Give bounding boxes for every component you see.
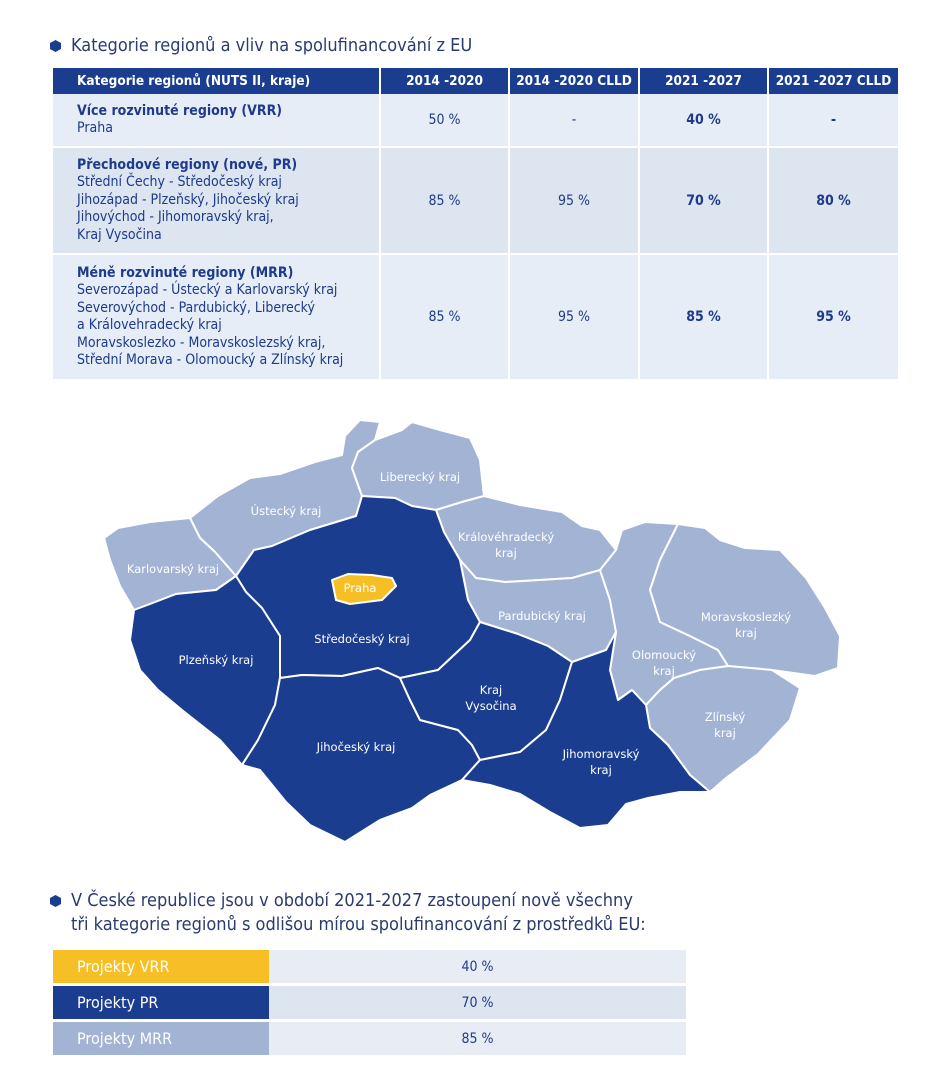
region-line: Střední Čechy - Středočeský kraj: [77, 174, 282, 191]
region-cell-mrr: [53, 254, 380, 380]
header-2021-2027: 2021 -2027: [639, 68, 768, 94]
map-label-praha: Praha: [343, 581, 377, 595]
value-cell: 95 %: [509, 147, 639, 254]
region-line: Severovýchod - Pardubický, Liberecký: [77, 299, 315, 316]
header-region-category: Kategorie regionů (NUTS II, kraje): [53, 68, 380, 94]
region-categories-table: [53, 68, 898, 381]
table-row: [53, 985, 686, 1021]
map-label-jihocesky: Jihočeský kraj: [316, 740, 396, 754]
map-label-moravskoslezsky: Moravskoslezký: [700, 610, 792, 624]
value-cell: 85 %: [639, 254, 768, 380]
region-line: Kraj Vysočina: [77, 226, 162, 243]
value-cell: 95 %: [509, 254, 639, 380]
region-line: Moravskoslezko - Moravskoslezský kraj,: [77, 334, 326, 351]
heading-line-2: tři kategorie regionů s odlišou mírou spolufinancování z prostředků EU:: [71, 914, 646, 935]
project-value-mrr: 85 %: [269, 1021, 686, 1057]
map-label-olomoucky: Olomoucký: [631, 648, 697, 662]
section-heading-text: [71, 889, 646, 937]
map-label-vysocina: Vysočina: [465, 699, 517, 713]
region-line: Praha: [77, 120, 113, 136]
map-label-zlinsky: kraj: [714, 726, 736, 740]
project-rates-table: [53, 950, 686, 1058]
map-label-kralovehradecky: Královéhradecký: [457, 530, 555, 544]
map-label-ustecky: Ústecký kraj: [250, 504, 322, 518]
map-label-jihomoravsky: kraj: [590, 763, 612, 777]
table-header-row: [53, 68, 898, 94]
value-cell: 70 %: [639, 147, 768, 254]
map-label-karlovarsky: Karlovarský kraj: [126, 562, 220, 576]
region-line: Severozápad - Ústecký a Karlovarský kraj: [77, 282, 338, 298]
region-plzensky: [130, 576, 280, 765]
section-heading-2021-2027: [50, 889, 750, 937]
header-2021-2027-clld: 2021 -2027 CLLD: [768, 68, 898, 94]
section-heading-text: Kategorie regionů a vliv na spolufinancování z EU: [71, 35, 473, 56]
map-label-stredocesky: Středočeský kraj: [314, 632, 410, 646]
table-row: [53, 254, 898, 380]
heading-line-1: V České republice jsou v období 2021-2027 zastoupení nově všechny: [71, 890, 633, 911]
value-cell: 85 %: [380, 254, 509, 380]
czech-regions-map: [0, 400, 951, 860]
region-title: Přechodové regiony (nové, PR): [77, 156, 298, 173]
value-cell: 50 %: [380, 94, 509, 147]
project-label-mrr: Projekty MRR: [53, 1021, 269, 1057]
value-cell: 85 %: [380, 147, 509, 254]
table-row: [53, 950, 686, 985]
value-cell: 40 %: [639, 94, 768, 147]
value-cell: -: [509, 94, 639, 147]
region-title: Více rozvinuté regiony (VRR): [77, 102, 283, 119]
region-cell-vrr: [53, 94, 380, 147]
project-value-vrr: 40 %: [269, 950, 686, 985]
table-row: [53, 94, 898, 147]
table-row: [53, 147, 898, 254]
region-cell-pr: [53, 147, 380, 254]
project-label-vrr: Projekty VRR: [53, 950, 269, 985]
region-line: a Královehradecký kraj: [77, 317, 222, 333]
value-cell: -: [768, 94, 898, 147]
hexagon-bullet-icon: [50, 895, 61, 907]
region-line: Jihovýchod - Jihomoravský kraj,: [77, 209, 274, 226]
value-cell: 80 %: [768, 147, 898, 254]
map-label-moravskoslezsky: kraj: [735, 626, 757, 640]
map-label-zlinsky: Zlínský: [704, 710, 746, 724]
table-row: [53, 1021, 686, 1057]
map-label-plzensky: Plzeňský kraj: [178, 653, 254, 667]
map-label-liberecky: Liberecký kraj: [379, 470, 461, 484]
map-label-jihomoravsky: Jihomoravský: [562, 747, 640, 761]
value-cell: 95 %: [768, 254, 898, 380]
project-value-pr: 70 %: [269, 985, 686, 1021]
region-line: Jihozápad - Plzeňský, Jihočeský kraj: [77, 191, 299, 208]
map-label-vysocina: Kraj: [479, 683, 503, 697]
region-line: Střední Morava - Olomoucký a Zlínský kraj: [77, 352, 344, 368]
hexagon-bullet-icon: [50, 40, 61, 52]
header-2014-2020-clld: 2014 -2020 CLLD: [509, 68, 639, 94]
map-label-kralovehradecky: kraj: [495, 546, 517, 560]
map-label-pardubicky: Pardubický kraj: [498, 609, 586, 623]
map-label-olomoucky: kraj: [653, 664, 675, 678]
project-label-pr: Projekty PR: [53, 985, 269, 1021]
section-heading-categories: [50, 34, 472, 58]
region-title: Méně rozvinuté regiony (MRR): [77, 264, 294, 281]
header-2014-2020: 2014 -2020: [380, 68, 509, 94]
